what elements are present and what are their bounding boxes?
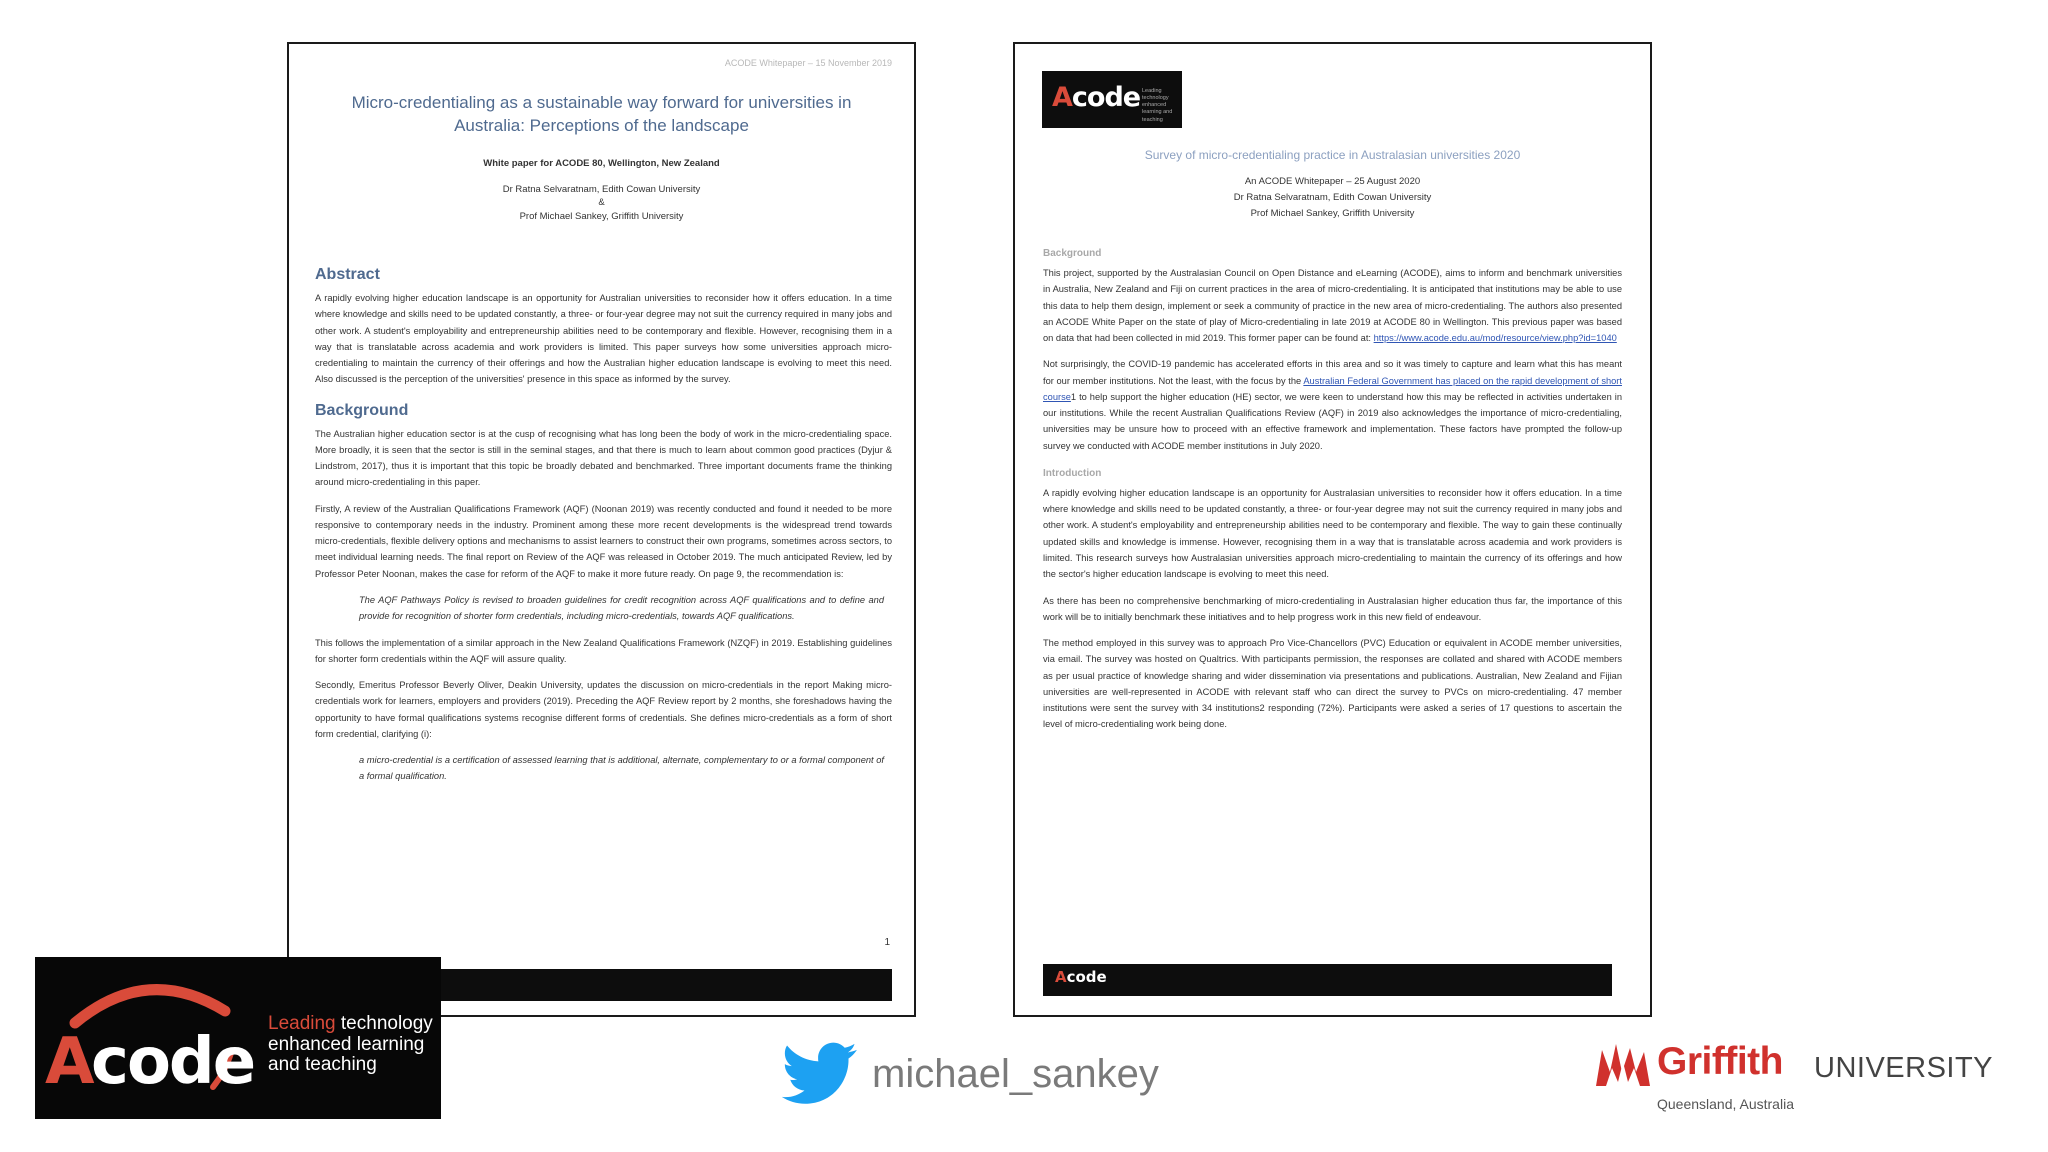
acode-tagline: Leading technology enhanced learning and teaching: [268, 1013, 433, 1076]
whitepaper-page-1: [287, 42, 916, 1017]
doc2-intro-paragraph-3: The method employed in this survey was to approach Pro Vice-Chancellors (PVC) Education or equivalent in ACODE member universities, via email. The survey was hosted on Qualtrics. With participants permission, the responses are collated and shared with ACODE members as per usual practice of knowledge sharing and wider dissemination via presentations and publications. Australian, New Zealand and Fijian universities are well-represented in ACODE with relevant staff who can direct the survey to PVCs on micro-credentialing. 47 member institutions were sent the survey with 34 institutions2 responding (72%). Participants were asked a series of 17 questions to ascertain the level of micro-credentialing work being done.: [1043, 638, 1622, 730]
doc2-background-paragraph-1: This project, supported by the Australasian Council on Open Distance and eLearning (ACODE), aims to inform and benchmark universities in Australia, New Zealand and Fiji on current practices in the area of micro-credentialing. It is anticipated that institutions may be able to use this data to help them design, implement or seek a community of practice in the new area of micro-credentialing. The authors also presented an ACODE White Paper on the state of play of Micro-credentialing in late 2019 at ACODE 80 in Wellington. This previous paper was based on data that had been collected in mid 2019. This former paper can be found at: https://www.acode.edu.au/mod/resource/view.php?id=1040: [1043, 268, 1622, 344]
twitter-handle: michael_sankey: [872, 1051, 1159, 1096]
doc2-title: Survey of micro-credentialing practice in Australasian universities 2020: [1144, 148, 1521, 162]
doc2-whitepaper-line: An ACODE Whitepaper – 25 August 2020: [1244, 176, 1421, 187]
federal-government-link[interactable]: Australian Federal Government has placed on the rapid development of short course: [1043, 375, 1622, 402]
doc2-intro-paragraph-1: A rapidly evolving higher education landscape is an opportunity for Australasian universities to reconsider how it offers education. In a time where knowledge and skills need to be updated constantly, a three- or four-year degree may not suit the currency required in many jobs and other work. A student's employability and entrepreneurship abilities need to be contemporary and flexible. The way to gain these continually updated skills and knowledge is immense. However, recognising them in a way that is translatable across academia and work providers is limited. This research surveys how Australasian universities approach micro-credentialing to maintain the currency of its offerings and how the sector's higher education landscape is evolving to meet this need.: [1043, 487, 1622, 580]
doc2-author-2: Prof Michael Sankey, Griffith University: [1250, 208, 1415, 220]
griffith-university-word: UNIVERSITY: [1814, 1052, 1994, 1084]
doc2-background-paragraph-2: Not surprisingly, the COVID-19 pandemic has accelerated efforts in this area and so it was timely to capture and learn what this has meant for our member institutions. Not the least, with the focus by the Australian Federal Government has placed on the rapid development of short course1 to help support the higher education (HE) sector, we were keen to understand how this may be reflected in activities undertaken in our institutions. While the recent Australian Qualifications Review (AQF) in 2019 also acknowledges the importance of micro-credentialing, universities may be unsure how to proceed with an effective framework and implementation. These factors have prompted the follow-up survey we conducted with ACODE member institutions in July 2020.: [1043, 359, 1622, 451]
doc-title: Micro-credentialing as a sustainable way forward for universities in Australia: Perceptions of the landscape: [351, 93, 852, 135]
acode-header-logo: Acode Leading technology enhanced learning and teaching: [1042, 71, 1182, 128]
griffith-flame-icon: [1592, 1042, 1654, 1092]
griffith-location: Queensland, Australia: [1657, 1096, 1794, 1112]
acode-resource-link[interactable]: https://www.acode.edu.au/mod/resource/view.php?id=1040: [1373, 333, 1617, 344]
acode-logo: [35, 957, 441, 1119]
twitter-bird-icon: [782, 1042, 858, 1106]
abstract-text: A rapidly evolving higher education landscape is an opportunity for Australian universities to reconsider how it offers education. In a time where knowledge and skills need to be updated constantly, a three- or four-year degree may not suit the currency required in many jobs and other work. A student's employability and entrepreneurship abilities need to be contemporary and flexible. However, recognising them in a way that is translatable across academia and work providers is limited. This paper surveys how some universities approach micro-credentialing to maintain the currency of their offerings and how the Australian higher education landscape is evolving to meet this need. Also discussed is the perception of the universities' presence in this space as informed by the survey.: [315, 293, 892, 385]
doc2-introduction-heading: Introduction: [1043, 467, 1102, 479]
acode-header-tagline: Leading technology enhanced learning and teaching: [1142, 88, 1173, 123]
author-1: Dr Ratna Selvaratnam, Edith Cowan University: [502, 184, 701, 196]
background-paragraph-4: Secondly, Emeritus Professor Beverly Oliver, Deakin University, updates the discussion on micro-credentials in the report Making micro-credentials work for learners, employers and providers (2019). Preceding the AQF Review report by 2 months, she foreshadows having the opportunity to have formal qualifications systems recognise different forms of credentials. She defines micro-credentials as a form of short form credential, clarifying (i):: [315, 680, 892, 739]
svg-text:A: A: [45, 1025, 95, 1099]
author-2: Prof Michael Sankey, Griffith University: [519, 210, 684, 222]
background-heading: Background: [315, 401, 409, 419]
doc2-footer-acode-logo: Acode: [1055, 968, 1107, 986]
author-ampersand: &: [598, 197, 605, 209]
background-paragraph-2: Firstly, A review of the Australian Qualifications Framework (AQF) (Noonan 2019) was recently conducted and found it needed to be more responsive to contemporary needs in the industry. Prominent among these more recent developments is the widespread trend towards micro-credentials, flexible delivery options and mechanisms to assist learners to construct their own programs, sometimes across sectors, to meet individual learning needs. The final report on Review of the AQF was released in October 2019. The much anticipated Review, led by Professor Peter Noonan, makes the case for reform of the AQF to make it more future ready. On page 9, the recommendation is:: [315, 503, 892, 579]
background-paragraph-1: The Australian higher education sector is at the cusp of recognising what has long been the body of work in the micro-credentialing space. More broadly, it is seen that the sector is still in the seminal stages, and that there is much to learn about common good practices (Dyjur & Lindstrom, 2017), thus it is important that this topic be broadly debated and benchmarked. Three important documents frame the thinking around micro-credentialing in this paper.: [315, 428, 892, 488]
background-paragraph-3: This follows the implementation of a similar approach in the New Zealand Qualifications Framework (NZQF) in 2019. Establishing guidelines for shorter form credentials within the AQF will assure quality.: [315, 637, 892, 664]
header-note: ACODE Whitepaper – 15 November 2019: [724, 58, 892, 68]
doc-subtitle: White paper for ACODE 80, Wellington, New Zealand: [483, 158, 720, 169]
background-quote-2: a micro-credential is a certification of assessed learning that is additional, alternate, complementary to or a formal component of a formal qualification.: [359, 755, 884, 782]
doc2-footer-bar: [1043, 964, 1612, 996]
doc2-author-1: Dr Ratna Selvaratnam, Edith Cowan University: [1233, 192, 1432, 204]
doc2-intro-paragraph-2: As there has been no comprehensive benchmarking of micro-credentialing in Australasian higher education thus far, the importance of this work will be to initially benchmark these initiatives and to help progress work in this new field of endeavour.: [1043, 595, 1622, 622]
twitter-handle-group: [782, 1040, 1159, 1108]
abstract-heading: Abstract: [315, 266, 380, 283]
doc2-background-heading: Background: [1043, 248, 1102, 259]
whitepaper-page-2: [1013, 42, 1652, 1017]
svg-text:code: code: [91, 1025, 255, 1099]
page-number: 1: [884, 937, 890, 948]
griffith-name: Griffith: [1657, 1040, 1783, 1083]
griffith-university-logo: [1590, 1040, 2010, 1120]
background-quote-1: The AQF Pathways Policy is revised to broaden guidelines for credit recognition across AQF qualifications and to define and provide for recognition of shorter form credentials, including micro-credentials, towards AQF qualifications.: [359, 594, 884, 622]
